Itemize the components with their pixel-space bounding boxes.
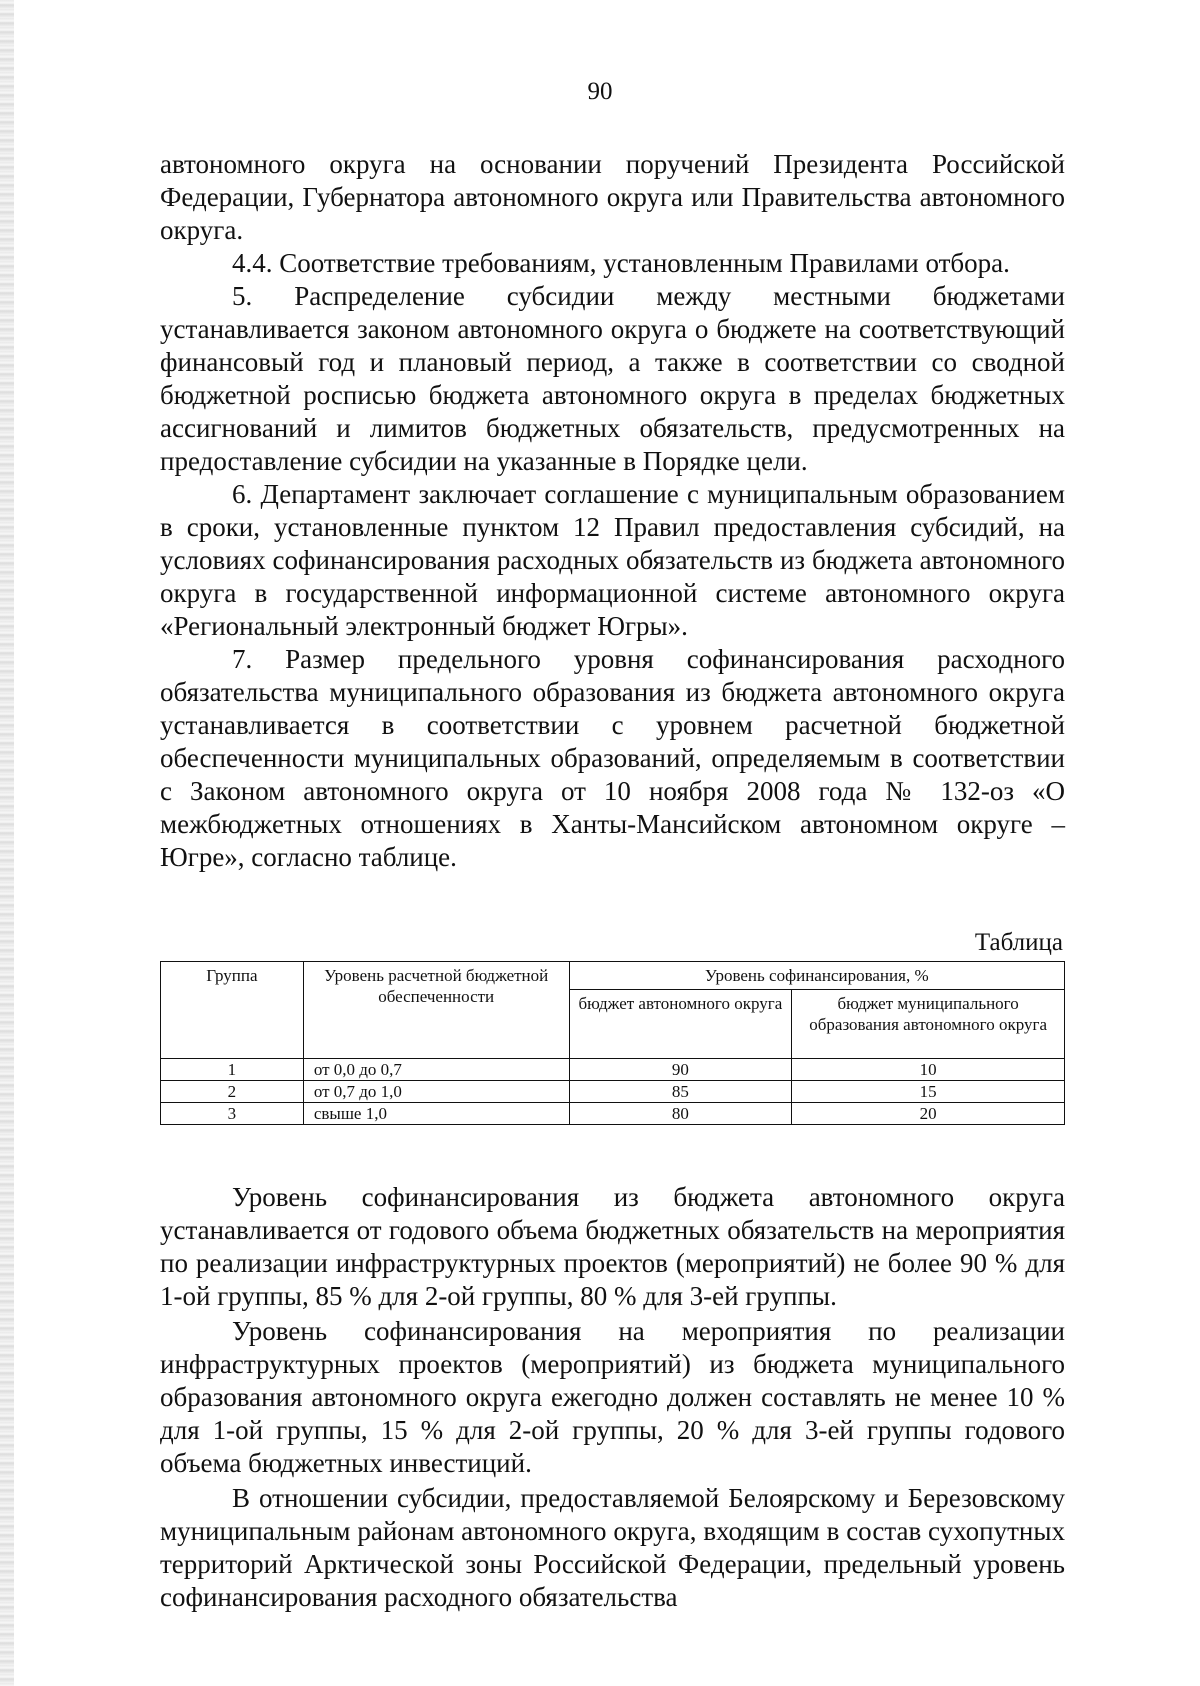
table-header-row bbox=[161, 962, 1065, 990]
paragraph-cofinancing-district: Уровень софинансирования из бюджета автономного округа устанавливается от годового объема бюджетных обязательств на мероприятия по реализации инфраструктурных проектов (мероприятий) не более 90 % для 1-ой группы, 85 % для 2-ой группы, 80 % для 3-ей группы. bbox=[160, 1182, 1065, 1311]
header-district-budget: бюджет автономного округа bbox=[569, 990, 792, 1059]
cell-district: 90 bbox=[569, 1059, 792, 1081]
paragraph-6: 6. Департамент заключает соглашение с муниципальным образованием в сроки, установленные пунктом 12 Правил предоставления субсидий, на условиях софинансирования расходных обязательств из бюджета автономного округа в государственной информационной системе автономного округа «Региональный электронный бюджет Югры». bbox=[160, 479, 1065, 641]
header-municipal-budget: бюджет муниципального образования автономного округа bbox=[792, 990, 1065, 1059]
cell-municipal: 15 bbox=[792, 1081, 1065, 1103]
header-level: Уровень расчетной бюджетной обеспеченности bbox=[303, 962, 569, 1059]
paragraph-cofinancing-municipal: Уровень софинансирования на мероприятия по реализации инфраструктурных проектов (мероприятий) из бюджета муниципального образования автономного округа ежегодно должен составлять не менее 10 % для 1-ой группы, 15 % для 2-ой группы, 20 % для 3-ей группы годового объема бюджетных инвестиций. bbox=[160, 1316, 1065, 1478]
cell-municipal: 10 bbox=[792, 1059, 1065, 1081]
paragraph-continuation: автономного округа на основании поручений Президента Российской Федерации, Губернатора автономного округа или Правительства автономного округа. bbox=[160, 149, 1065, 245]
header-group: Группа bbox=[161, 962, 304, 1059]
cell-level: от 0,0 до 0,7 bbox=[303, 1059, 569, 1081]
cell-group: 3 bbox=[161, 1103, 304, 1125]
cell-level: свыше 1,0 bbox=[303, 1103, 569, 1125]
cofinancing-table bbox=[160, 961, 1065, 1125]
table-row bbox=[161, 1059, 1065, 1081]
cell-group: 2 bbox=[161, 1081, 304, 1103]
paragraph-5: 5. Распределение субсидии между местными бюджетами устанавливается законом автономного округа о бюджете на соответствующий финансовый год и плановый период, а также в соответствии со сводной бюджетной росписью бюджета автономного округа в пределах бюджетных ассигнований и лимитов бюджетных обязательств, предусмотренных на предоставление субсидии на указанные в Порядке цели. bbox=[160, 281, 1065, 476]
cell-municipal: 20 bbox=[792, 1103, 1065, 1125]
header-cofinancing: Уровень софинансирования, % bbox=[569, 962, 1064, 990]
cell-group: 1 bbox=[161, 1059, 304, 1081]
table-row bbox=[161, 1103, 1065, 1125]
page-number: 90 bbox=[587, 78, 613, 105]
document-body bbox=[160, 148, 1065, 1614]
table-caption: Таблица bbox=[974, 929, 1063, 956]
scan-edge-shadow bbox=[0, 0, 14, 1686]
cell-district: 80 bbox=[569, 1103, 792, 1125]
paragraph-7: 7. Размер предельного уровня софинансирования расходного обязательства муниципального образования из бюджета автономного округа устанавливается в соответствии с уровнем расчетной бюджетной обеспеченности муниципальных образований, определяемым в соответствии с Законом автономного округа от 10 ноября 2008 года № 132-оз «О межбюджетных отношениях в Ханты-Мансийском автономном округе – Югре», согласно таблице. bbox=[160, 644, 1065, 872]
after-table-section bbox=[160, 1181, 1065, 1614]
table-row bbox=[161, 1081, 1065, 1103]
paragraph-4-4: 4.4. Соответствие требованиям, установленным Правилами отбора. bbox=[232, 248, 1010, 278]
cell-level: от 0,7 до 1,0 bbox=[303, 1081, 569, 1103]
paragraph-arctic-zone: В отношении субсидии, предоставляемой Белоярскому и Березовскому муниципальным районам автономного округа, входящим в состав сухопутных территорий Арктической зоны Российской Федерации, предельный уровень софинансирования расходного обязательства bbox=[160, 1483, 1065, 1612]
cell-district: 85 bbox=[569, 1081, 792, 1103]
